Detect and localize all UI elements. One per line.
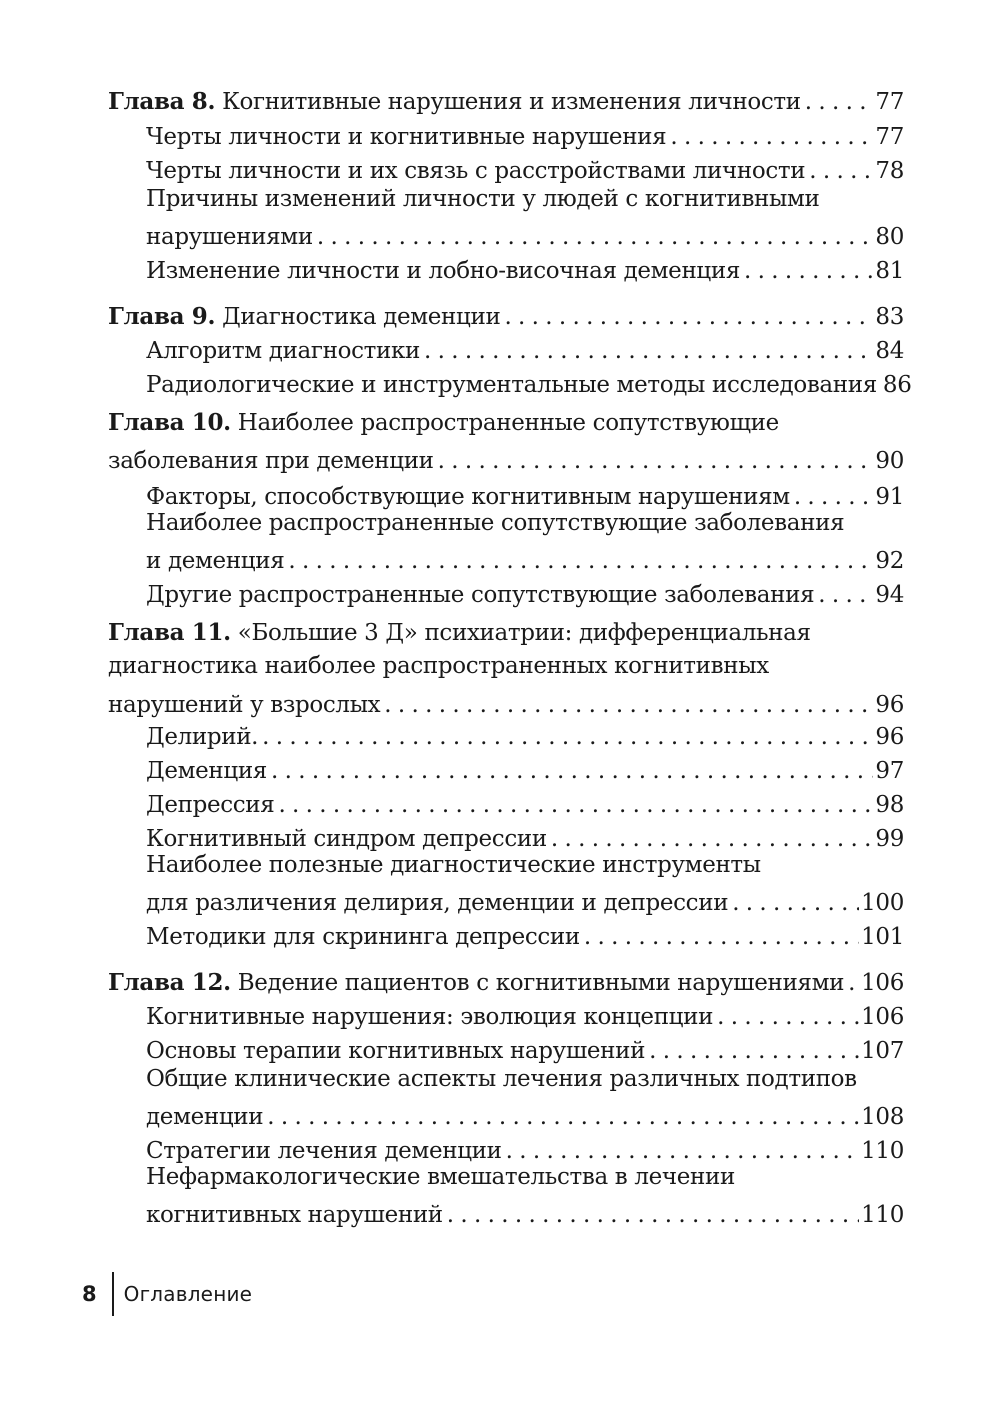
toc-section-entry[interactable] [146, 508, 904, 574]
toc-page-number: 97 [875, 758, 904, 784]
toc-page-number: 106 [861, 1004, 904, 1030]
toc-entry-line [146, 884, 904, 918]
toc-section-entry[interactable] [146, 850, 904, 916]
toc-page-number: 98 [875, 792, 904, 818]
toc-entry-title: Стратегии лечения деменции [146, 1138, 502, 1164]
toc-chapter-entry[interactable] [108, 408, 904, 474]
toc-entry-line [146, 118, 904, 152]
toc-page-number: 90 [875, 448, 904, 474]
toc-entry-title: Нефармакологические вмешательства в лечении [146, 1164, 735, 1190]
toc-entry-title: Основы терапии когнитивных нарушений [146, 1038, 646, 1064]
toc-entry-line [146, 1098, 904, 1132]
chapter-label: Глава 12. [108, 969, 231, 996]
toc-entry-line [146, 918, 904, 952]
toc-entry-line [146, 786, 904, 820]
toc-section-entry[interactable] [146, 1064, 904, 1130]
toc-entry-title: когнитивных нарушений [146, 1202, 443, 1228]
toc-entry-title-line [146, 184, 904, 217]
toc-entry-line [108, 442, 904, 476]
chapter-label: Глава 10. [108, 409, 231, 436]
dot-leader [717, 1002, 859, 1032]
toc-entry-line [108, 964, 904, 998]
toc-entry-title-line [146, 850, 904, 883]
dot-leader [317, 222, 874, 252]
toc-entry-title: Наиболее полезные диагностические инструменты [146, 852, 761, 878]
toc-entry-title: Когнитивный синдром депрессии [146, 826, 547, 852]
toc-entry-line [146, 218, 904, 252]
dot-leader [848, 968, 859, 998]
toc-entry-line [146, 542, 904, 576]
toc-entry-title: Черты личности и их связь с расстройствами личности [146, 158, 806, 184]
toc-entry-line [146, 718, 904, 752]
page-number: 8 [82, 1282, 97, 1306]
toc-page-number: 84 [875, 338, 904, 364]
toc-entry-title: Деменция [146, 758, 267, 784]
toc-entry-title: Радиологические и инструментальные методы исследования [146, 372, 877, 398]
toc-page-number: 99 [875, 826, 904, 852]
toc-entry-line [146, 1132, 904, 1166]
toc-page-number: 101 [861, 924, 904, 950]
toc-page-number: 94 [875, 582, 904, 608]
toc-page-number: 108 [861, 1104, 904, 1130]
running-section-title: Оглавление [123, 1282, 253, 1306]
toc-entry-title: Диагностика деменции [222, 304, 501, 330]
toc-entry-line [146, 252, 904, 286]
toc-entry-line [146, 820, 904, 854]
toc-entry-line [146, 152, 904, 186]
dot-leader [424, 336, 873, 366]
dot-leader [262, 722, 873, 752]
toc-page-number: 80 [875, 224, 904, 250]
toc-entry-title: для различения делирия, деменции и депрессии [146, 890, 729, 916]
page-footer [82, 1276, 252, 1312]
toc-entry-title-line [108, 618, 904, 651]
toc-entry-title: Наиболее распространенные сопутствующие заболевания [146, 510, 845, 536]
toc-entry-title: Методики для скрининга депрессии [146, 924, 580, 950]
dot-leader [384, 690, 873, 720]
toc-page-number: 77 [875, 124, 904, 150]
dot-leader [732, 888, 859, 918]
toc-entry-title: Ведение пациентов с когнитивными нарушениями [237, 970, 845, 996]
toc-entry-title: Наиболее распространенные сопутствующие [237, 410, 779, 436]
toc-entry-line [146, 998, 904, 1032]
toc-entry-title: Другие распространенные сопутствующие заболевания [146, 582, 815, 608]
toc-entry-line [146, 1032, 904, 1066]
toc-entry-title: диагностика наиболее распространенных когнитивных [108, 653, 769, 679]
toc-entry-line [146, 576, 904, 610]
toc-entry-line [108, 298, 904, 332]
toc-entry-title-line [146, 1064, 904, 1097]
toc-entry-line [108, 83, 904, 117]
toc-page-number: 100 [861, 890, 904, 916]
dot-leader [288, 546, 873, 576]
toc-chapter-entry[interactable] [108, 618, 904, 718]
toc-entry-title-line [108, 651, 904, 684]
toc-page-number: 96 [875, 724, 904, 750]
toc-entry-title-line [146, 1162, 904, 1195]
dot-leader [649, 1036, 859, 1066]
toc-entry-title: «Большие 3 Д» психиатрии: дифференциальная [237, 620, 811, 646]
toc-page-number: 92 [875, 548, 904, 574]
toc-section-entry[interactable] [146, 184, 904, 250]
toc-entry-title: нарушений у взрослых [108, 692, 381, 718]
toc-entry-title-line [108, 408, 904, 441]
toc-page-number: 81 [875, 258, 904, 284]
toc-entry-title-line [146, 508, 904, 541]
toc-entry-line [146, 332, 904, 366]
toc-entry-title: Черты личности и когнитивные нарушения [146, 124, 667, 150]
toc-page-number: 77 [875, 89, 904, 115]
dot-leader [271, 756, 873, 786]
toc-entry-title: нарушениями [146, 224, 313, 250]
dot-leader [809, 156, 873, 186]
toc-page-number: 96 [875, 692, 904, 718]
toc-page-number: 110 [861, 1202, 904, 1228]
dot-leader [805, 87, 874, 117]
toc-entry-title: Причины изменений личности у людей с когнитивными [146, 186, 820, 212]
dot-leader [584, 922, 859, 952]
toc-page-number: 78 [875, 158, 904, 184]
dot-leader [744, 256, 873, 286]
dot-leader [670, 122, 873, 152]
toc-entry-line [146, 1196, 904, 1230]
toc-entry-title: Когнитивные нарушения и изменения личности [222, 89, 801, 115]
toc-entry-title: деменции [146, 1104, 264, 1130]
dot-leader [438, 446, 874, 476]
chapter-label: Глава 9. [108, 303, 216, 330]
toc-page-number: 107 [861, 1038, 904, 1064]
toc-entry-title: Факторы, способствующие когнитивным нарушениям [146, 484, 790, 510]
toc-entry-line [146, 366, 912, 400]
dot-leader [447, 1200, 859, 1230]
toc-entry-line [146, 752, 904, 786]
toc-entry-title: и деменция [146, 548, 285, 574]
dot-leader [267, 1102, 859, 1132]
dot-leader [818, 580, 873, 610]
dot-leader [278, 790, 873, 820]
toc-page-number: 91 [875, 484, 904, 510]
toc-entry-title: Общие клинические аспекты лечения различных подтипов [146, 1066, 857, 1092]
toc-section-entry[interactable] [146, 1162, 904, 1228]
toc-page-number: 86 [882, 372, 912, 398]
toc-entry-line [108, 686, 904, 720]
chapter-label: Глава 8. [108, 88, 216, 115]
toc-entry-title: Депрессия [146, 792, 275, 818]
toc-page-number: 106 [861, 970, 904, 996]
toc-entry-title: Когнитивные нарушения: эволюция концепции [146, 1004, 714, 1030]
toc-entry-title: Изменение личности и лобно-височная деменция [146, 258, 740, 284]
toc-entry-title: заболевания при деменции [108, 448, 434, 474]
toc-entry-title: Делирий. [146, 724, 259, 750]
dot-leader [504, 302, 873, 332]
chapter-label: Глава 11. [108, 619, 231, 646]
toc-page-number: 83 [875, 304, 904, 330]
toc-entry-line [146, 478, 904, 512]
toc-page-number: 110 [861, 1138, 904, 1164]
toc-entry-title: Алгоритм диагностики [146, 338, 420, 364]
footer-divider [112, 1272, 114, 1316]
